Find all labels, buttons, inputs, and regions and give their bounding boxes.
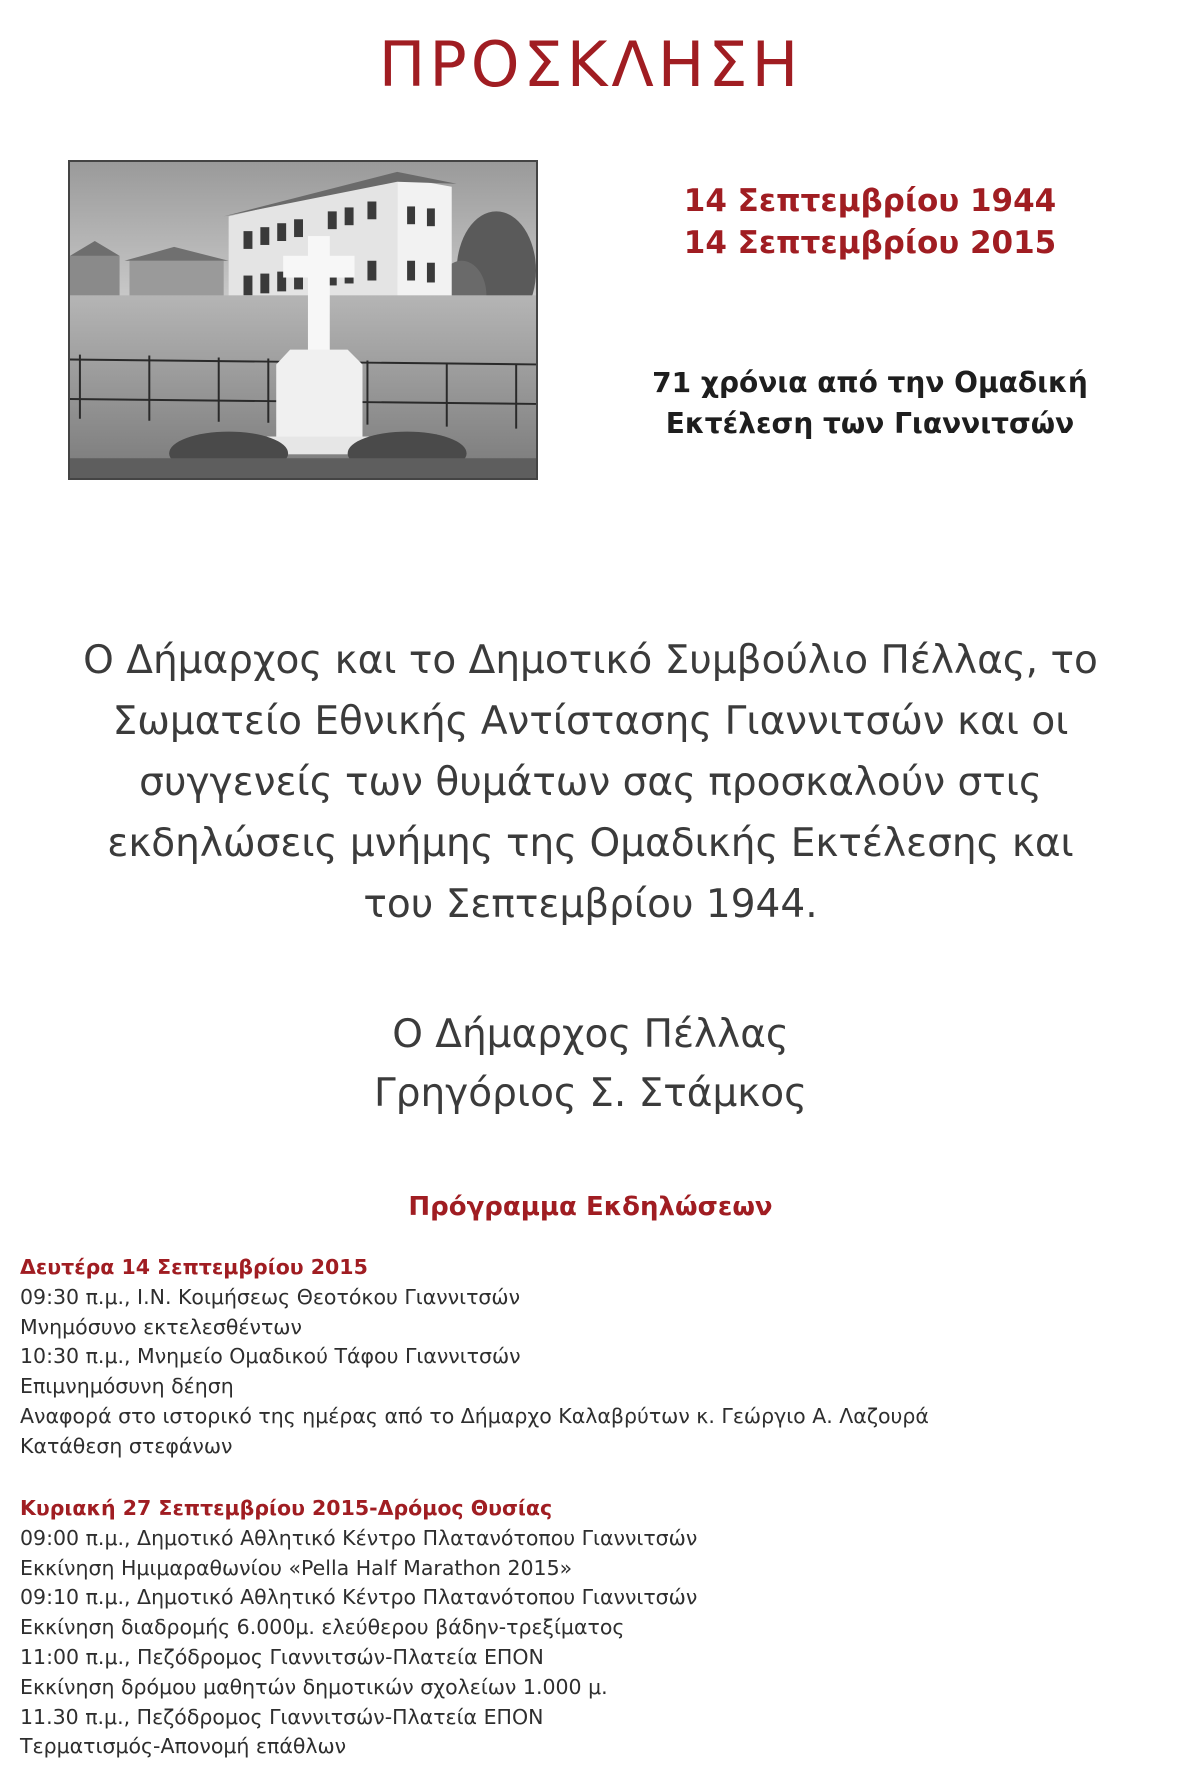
body-line: Σωματείο Εθνικής Αντίστασης Γιαννιτσών και οι bbox=[112, 699, 1069, 744]
mayor-signature bbox=[0, 1005, 1181, 1123]
program-line: Επιμνημόσυνη δέηση bbox=[20, 1374, 234, 1399]
anniversary-line-1: 71 χρόνια από την Ομαδική bbox=[652, 366, 1088, 399]
program-line: 09:10 π.μ., Δημοτικό Αθλητικό Κέντρο Πλατανότοπου Γιαννιτσών bbox=[20, 1585, 698, 1610]
invitation-title: ΠΡΟΣΚΛΗΣΗ bbox=[378, 28, 803, 101]
program-line: Εκκίνηση διαδρομής 6.000μ. ελεύθερου βάδην-τρεξίματος bbox=[20, 1615, 625, 1640]
date-2015: 14 Σεπτεμβρίου 2015 bbox=[683, 225, 1057, 261]
signature-title: Ο Δήμαρχος Πέλλας bbox=[392, 1012, 789, 1057]
body-line: συγγενείς των θυμάτων σας προσκαλούν στις bbox=[139, 760, 1042, 805]
body-line: του Σεπτεμβρίου 1944. bbox=[363, 882, 818, 927]
program-title: Πρόγραμμα Εκδηλώσεων bbox=[408, 1192, 773, 1222]
program-day-1 bbox=[20, 1253, 1160, 1462]
invitation-body bbox=[30, 630, 1151, 935]
event-dates bbox=[610, 180, 1130, 264]
anniversary-line-2: Εκτέλεση των Γιαννιτσών bbox=[665, 407, 1075, 440]
program-line: 11.30 π.μ., Πεζόδρομος Γιαννιτσών-Πλατεία ΕΠΟΝ bbox=[20, 1704, 544, 1729]
program-line: Κατάθεση στεφάνων bbox=[20, 1433, 233, 1458]
body-line: εκδηλώσεις μνήμης της Ομαδικής Εκτέλεσης και bbox=[107, 821, 1074, 866]
body-line: Ο Δήμαρχος και το Δημοτικό Συμβούλιο Πέλλας, το bbox=[83, 638, 1098, 683]
date-1944: 14 Σεπτεμβρίου 1944 bbox=[683, 183, 1057, 219]
program-line: 11:00 π.μ., Πεζόδρομος Γιαννιτσών-Πλατεία ΕΠΟΝ bbox=[20, 1644, 544, 1669]
program-line: Εκκίνηση Ημιμαραθωνίου «Pella Half Marathon 2015» bbox=[20, 1555, 573, 1580]
program-line: 09:00 π.μ., Δημοτικό Αθλητικό Κέντρο Πλατανότοπου Γιαννιτσών bbox=[20, 1525, 698, 1550]
anniversary-caption bbox=[600, 362, 1140, 444]
program-line: Αναφορά στο ιστορικό της ημέρας από το Δήμαρχο Καλαβρύτων κ. Γεώργιο Α. Λαζουρά bbox=[20, 1403, 929, 1428]
memorial-photo-image bbox=[70, 162, 536, 478]
program-line: Εκκίνηση δρόμου μαθητών δημοτικών σχολείων 1.000 μ. bbox=[20, 1674, 608, 1699]
program-line: Τερματισμός-Απονομή επάθλων bbox=[20, 1734, 347, 1759]
program-line: 10:30 π.μ., Μνημείο Ομαδικού Τάφου Γιαννιτσών bbox=[20, 1344, 521, 1369]
signature-name: Γρηγόριος Σ. Στάμκος bbox=[373, 1071, 808, 1116]
program-line: 09:30 π.μ., Ι.Ν. Κοιμήσεως Θεοτόκου Γιαννιτσών bbox=[20, 1284, 521, 1309]
program-day-2 bbox=[20, 1494, 1160, 1762]
program-day-heading: Δευτέρα 14 Σεπτεμβρίου 2015 bbox=[20, 1255, 368, 1279]
memorial-photo bbox=[68, 160, 538, 480]
program-day-heading: Κυριακή 27 Σεπτεμβρίου 2015-Δρόμος Θυσίας bbox=[20, 1496, 553, 1520]
program-line: Μνημόσυνο εκτελεσθέντων bbox=[20, 1314, 302, 1339]
